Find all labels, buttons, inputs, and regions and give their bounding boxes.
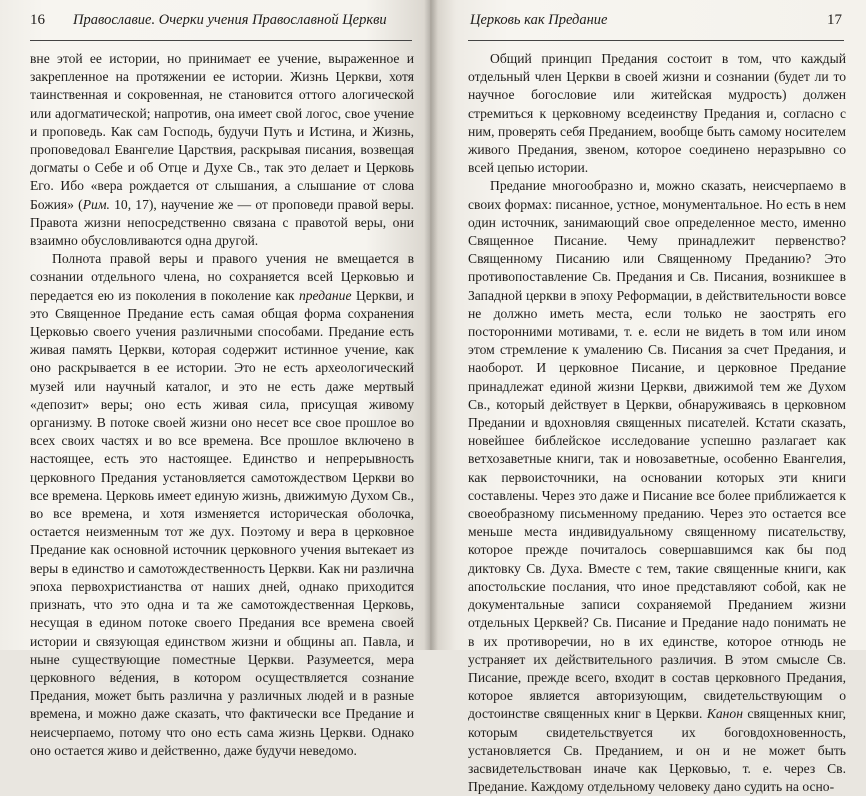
italic-text-run: Рим. [82,196,110,212]
italic-text-run: предание [298,287,352,303]
left-page-header [30,12,410,29]
right-page-text [468,50,846,796]
text-run: 10, 17), научение же — от проповеди правой веры. Правота жизни непосредственно связана с правотой веры, они взаимно обусловливаются одна другой. [30,196,414,249]
right-header-rule [468,40,844,41]
text-run: Полнота правой веры и правого учения не вмещается в сознании отдельного члена, но сохраняется всей Церковью и передается ею из поколения в поколение как [30,251,414,303]
paragraph [468,177,846,796]
left-header-rule [30,40,412,41]
right-page [430,0,866,795]
text-run: Общий принцип Предания состоит в том, что каждый отдельный член Церкви в своей жизни и сознании (будет ли то научное богословие или житейская мудрость) должен стремиться к церковному вседеинству Предания и, согласно с ним, проверять себя Преданием, вообще быть самому носителем живого Предания, звеном, которое соединено неразрывно со всей цепью истории. [468,51,846,176]
text-run: священных книг, которым свидетельствуется их боговдохновенность, установляется Св. Преданием, и он и не может быть засвидетельствован иначе как Церковью, т. е. через Св. Предание. Каждому отдельному человеку дано судить на осно- [468,706,846,795]
text-run: Предание многообразно и, можно сказать, неисчерпаемо в своих формах: писанное, устное, монументальное. Но есть в нем один источник, занимающий свое определенное место, именно Священное Писание. Чему принадлежит первенство? Священному Писанию или Священному Преданию? Это противопоставление Св. Предания и Св. Писания, возникшее в Западной церкви в эпоху Реформации, в действительности вовсе не должно иметь места, если только не заострять его посторонними мотивами, т. е. если не видеть в том или ином этом стремление к умалению Св. Писания за счет Предания, и наоборот. И церковное Писание, и церковное Предание принадлежат единой жизни Церкви, движимой тем же Духом Св., который действует в Церкви, обнаруживаясь в церковном Предании и вдохновляя священных писателей. Кстати сказать, новейшее библейское исследование успешно разлагает как ветхозаветные книги, так и новозаветные, особенно Евангелия, как первоисточники, на основании которых эти книги составлены. Через это даже и Писание все более приближается к своеобразному письменному преданию. Через это остается все меньше места индивидуальному священному писательству, которое прежде почиталось совершавшимся как бы под диктовку Св. Духа. Вместе с тем, такие священные книги, как апостольские послания, что иное представляют собой, как не документальные записи сохраняемой Преданием жизни отдельных Церквей? Св. Писание и Предание надо понимать не в их противоречии, но в их единстве, которое отнюдь не устраняет их действительного различия. В этом смысле Св. Писание, прежде всего, входит в состав церковного Предания, которое является авторизующим, свидетельствующим о достоинстве священных книг в Церкви. [468,178,846,722]
right-running-header: Церковь как Предание [470,12,608,28]
book-gutter [424,0,438,650]
left-running-header: Православие. Очерки учения Православной Церкви [73,12,387,28]
left-page-text [30,50,414,760]
paragraph [30,50,414,250]
text-run: Церкви, и это Священное Предание есть самая общая форма сохранения Церковью своего учения различными способами. Предание есть живая память Церкви, которая содержит истинное учение, как оно раскрывается в ее истории. Это не есть археологический музей или научный каталог, и это не есть даже мертвый «депозит» веры; оно есть живая сила, присущая живому организму. В потоке своей жизни оно несет все свое прошлое во всех своих частях и во все времена. Все прошлое включено в настоящее, есть это настоящее. Единство и непрерывность церковного Предания установляется самотождеством Церкви во все времена. Церковь имеет единую жизнь, движимую Духом Св., во все времена, и хотя изменяется историческая оболочка, остается неизменным тот же дух. Поэтому и вера в церковное Предание как основной источник церковного учения вытекает из веры в единство и самотождественность Церкви. Как ни различна эпоха первохристианства от наших дней, однако приходится признать, что это одна и та же самотождественная Церковь, несущая в едином потоке своего Предания все времена своей истории и связующая единством жизни и общины ап. Павла, и ныне существующие поместные Церкви. Разумеется, мера церковного ве́дения, в котором осуществляется сознание Предания, может быть различна у различных людей и в разные времена, и можно даже сказать, что фактически все Предание и неисчерпаемо, потому что оно есть сама жизнь Церкви. Однако оно остается живо и действенно, даже будучи неведомо. [30,287,415,758]
right-page-number: 17 [827,12,842,28]
paragraph [468,50,846,177]
paragraph [30,250,414,760]
left-page-number: 16 [30,12,45,28]
text-run: вне этой ее истории, но принимает ее учение, выраженное и закрепленное на протяжении ее истории. Жизнь Церкви, хотя таинственная и сокровенная, не становится оттого алогической или адогматической; напротив, она имеет свой логос, свое учение и проповедь. Как сам Господь, будучи Путь и Истина, и Жизнь, проповедовал Евангелие Царствия, раскрывая писания, возвещая догматы о Себе и об Отце и Духе Св., так это делает и Церковь Его. Ибо «вера рождается от слышания, а слышание от слова Божия» ( [30,51,414,212]
left-page [0,0,430,758]
italic-text-run: Канон [706,706,743,722]
right-page-header [470,12,842,29]
